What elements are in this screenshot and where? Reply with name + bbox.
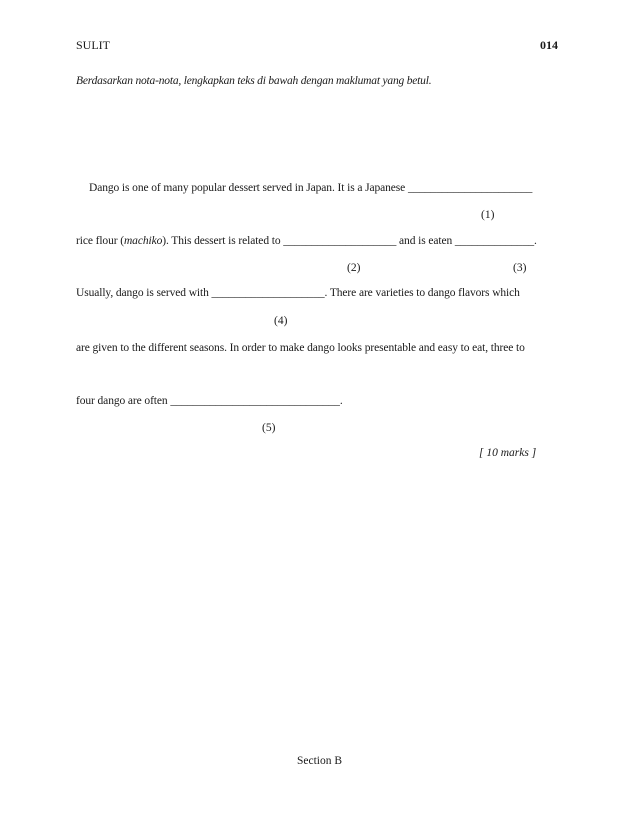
blank-number-1: (1) — [481, 209, 495, 221]
passage-line-4: are given to the different seasons. In order to make dango looks presentable and easy to eat, three to — [76, 342, 525, 354]
term-machiko: machiko — [123, 235, 163, 247]
passage-line-3: Usually, dango is served with ____________________. There are varieties to dango flavors which — [76, 287, 520, 299]
header-code: 014 — [540, 38, 558, 52]
passage-line-2-start: rice flour ( — [76, 235, 124, 247]
passage-line-5: four dango are often ______________________________. — [76, 395, 343, 407]
header-label-left: SULIT — [76, 38, 110, 52]
blank-number-5: (5) — [262, 422, 276, 434]
passage-line-2 — [76, 235, 537, 247]
footer-section-label: Section B — [297, 755, 343, 767]
blank-number-2: (2) — [347, 262, 361, 274]
blank-number-4: (4) — [274, 315, 288, 327]
instruction-text: Berdasarkan nota-nota, lengkapkan teks di bawah dengan maklumat yang betul. — [76, 75, 432, 87]
blank-number-3: (3) — [513, 262, 527, 274]
passage-line-2-end: ). This dessert is related to ____________________ and is eaten ______________. — [162, 235, 537, 247]
marks-label: [ 10 marks ] — [479, 447, 537, 459]
passage-line-1: Dango is one of many popular dessert served in Japan. It is a Japanese ______________________ — [89, 182, 533, 194]
